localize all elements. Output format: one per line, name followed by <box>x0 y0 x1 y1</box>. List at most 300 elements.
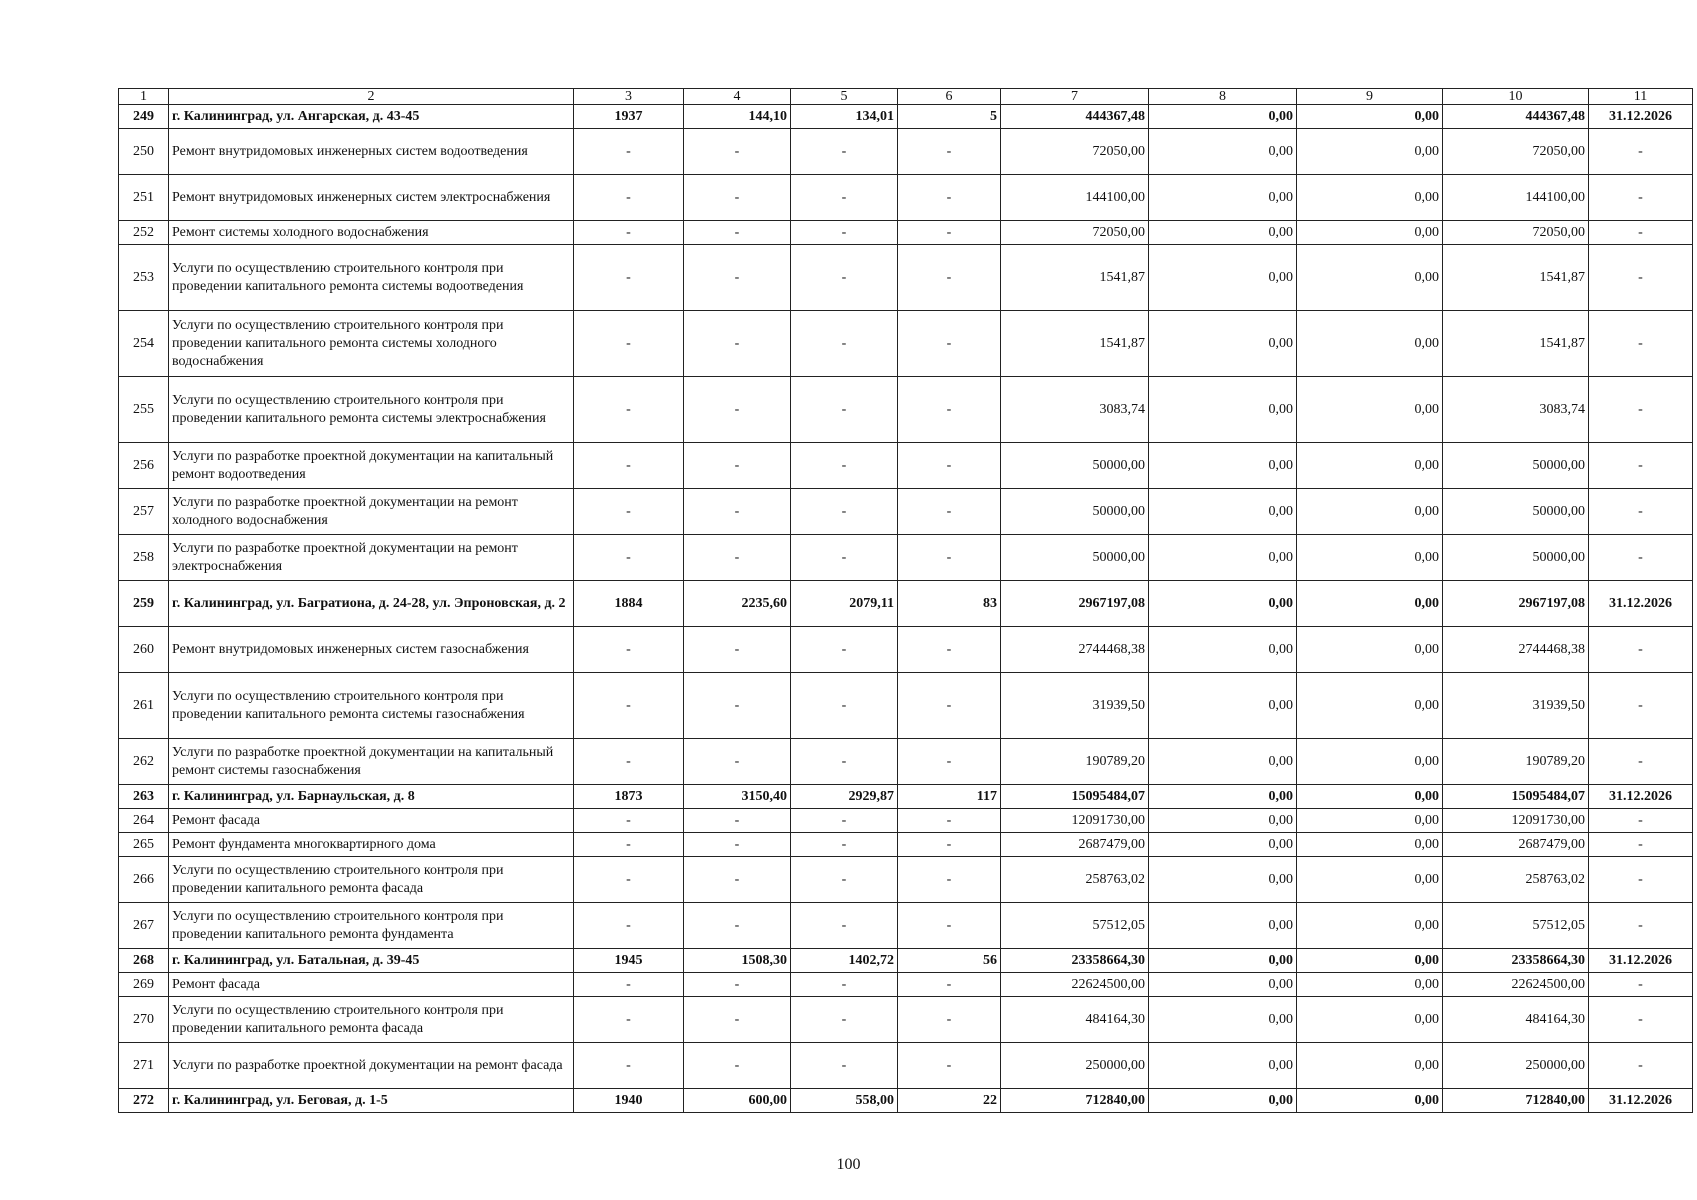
build-year-cell: 1937 <box>574 105 684 129</box>
total-area-cell: - <box>684 377 791 443</box>
owners-cost-cell: 484164,30 <box>1443 997 1589 1043</box>
deadline-cell: - <box>1589 627 1693 673</box>
fund-cost-cell: 0,00 <box>1149 809 1297 833</box>
work-row <box>119 221 1693 245</box>
row-name: Услуги по разработке проектной документации на капитальный ремонт водоотведения <box>169 443 574 489</box>
residents-cell: 56 <box>898 949 1001 973</box>
total-cost-cell: 712840,00 <box>1001 1089 1149 1113</box>
row-name: Ремонт системы холодного водоснабжения <box>169 221 574 245</box>
row-number: 260 <box>119 627 169 673</box>
work-row <box>119 739 1693 785</box>
row-name: г. Калининград, ул. Багратиона, д. 24-28, ул. Эпроновская, д. 2 <box>169 581 574 627</box>
budget-cost-cell: 0,00 <box>1297 673 1443 739</box>
total-area-cell: - <box>684 489 791 535</box>
total-cost-cell: 22624500,00 <box>1001 973 1149 997</box>
total-area-cell: 3150,40 <box>684 785 791 809</box>
total-area-cell: - <box>684 535 791 581</box>
row-number: 262 <box>119 739 169 785</box>
address-row <box>119 581 1693 627</box>
budget-cost-cell: 0,00 <box>1297 489 1443 535</box>
residents-cell: - <box>898 833 1001 857</box>
row-name: г. Калининград, ул. Ангарская, д. 43-45 <box>169 105 574 129</box>
deadline-cell: 31.12.2026 <box>1589 581 1693 627</box>
build-year-cell: - <box>574 175 684 221</box>
work-row <box>119 129 1693 175</box>
page-number: 100 <box>836 1156 861 1173</box>
row-number: 249 <box>119 105 169 129</box>
fund-cost-cell: 0,00 <box>1149 997 1297 1043</box>
work-row <box>119 997 1693 1043</box>
owners-cost-cell: 23358664,30 <box>1443 949 1589 973</box>
total-area-cell: 1508,30 <box>684 949 791 973</box>
budget-cost-cell: 0,00 <box>1297 535 1443 581</box>
residents-cell: - <box>898 489 1001 535</box>
total-cost-cell: 50000,00 <box>1001 535 1149 581</box>
work-row <box>119 311 1693 377</box>
residents-cell: 117 <box>898 785 1001 809</box>
row-number: 254 <box>119 311 169 377</box>
row-number: 250 <box>119 129 169 175</box>
work-row <box>119 1043 1693 1089</box>
living-area-cell: 558,00 <box>791 1089 898 1113</box>
living-area-cell: - <box>791 443 898 489</box>
column-header: 9 <box>1297 89 1443 105</box>
deadline-cell: 31.12.2026 <box>1589 785 1693 809</box>
row-number: 272 <box>119 1089 169 1113</box>
total-cost-cell: 444367,48 <box>1001 105 1149 129</box>
work-row <box>119 535 1693 581</box>
budget-cost-cell: 0,00 <box>1297 175 1443 221</box>
total-area-cell: - <box>684 739 791 785</box>
budget-cost-cell: 0,00 <box>1297 377 1443 443</box>
total-cost-cell: 250000,00 <box>1001 1043 1149 1089</box>
work-row <box>119 809 1693 833</box>
row-name: Услуги по разработке проектной документации на ремонт фасада <box>169 1043 574 1089</box>
row-number: 253 <box>119 245 169 311</box>
work-row <box>119 175 1693 221</box>
deadline-cell: - <box>1589 857 1693 903</box>
build-year-cell: - <box>574 1043 684 1089</box>
residents-cell: - <box>898 377 1001 443</box>
budget-cost-cell: 0,00 <box>1297 129 1443 175</box>
total-cost-cell: 15095484,07 <box>1001 785 1149 809</box>
row-number: 263 <box>119 785 169 809</box>
total-area-cell: - <box>684 311 791 377</box>
total-area-cell: - <box>684 627 791 673</box>
total-cost-cell: 190789,20 <box>1001 739 1149 785</box>
residents-cell: - <box>898 809 1001 833</box>
column-header: 5 <box>791 89 898 105</box>
living-area-cell: - <box>791 175 898 221</box>
budget-cost-cell: 0,00 <box>1297 785 1443 809</box>
build-year-cell: - <box>574 377 684 443</box>
row-name: Ремонт внутридомовых инженерных систем газоснабжения <box>169 627 574 673</box>
budget-cost-cell: 0,00 <box>1297 581 1443 627</box>
fund-cost-cell: 0,00 <box>1149 489 1297 535</box>
total-area-cell: - <box>684 245 791 311</box>
fund-cost-cell: 0,00 <box>1149 785 1297 809</box>
build-year-cell: - <box>574 673 684 739</box>
deadline-cell: 31.12.2026 <box>1589 1089 1693 1113</box>
row-name: г. Калининград, ул. Батальная, д. 39-45 <box>169 949 574 973</box>
work-row <box>119 443 1693 489</box>
living-area-cell: - <box>791 489 898 535</box>
living-area-cell: - <box>791 973 898 997</box>
residents-cell: - <box>898 221 1001 245</box>
budget-cost-cell: 0,00 <box>1297 311 1443 377</box>
build-year-cell: - <box>574 903 684 949</box>
living-area-cell: - <box>791 129 898 175</box>
column-header: 8 <box>1149 89 1297 105</box>
residents-cell: - <box>898 1043 1001 1089</box>
residents-cell: - <box>898 535 1001 581</box>
build-year-cell: - <box>574 311 684 377</box>
row-number: 256 <box>119 443 169 489</box>
deadline-cell: - <box>1589 489 1693 535</box>
address-row <box>119 105 1693 129</box>
owners-cost-cell: 444367,48 <box>1443 105 1589 129</box>
living-area-cell: 2079,11 <box>791 581 898 627</box>
row-name: г. Калининград, ул. Барнаульская, д. 8 <box>169 785 574 809</box>
column-header: 4 <box>684 89 791 105</box>
fund-cost-cell: 0,00 <box>1149 377 1297 443</box>
residents-cell: - <box>898 997 1001 1043</box>
row-name: Услуги по осуществлению строительного контроля при проведении капитального ремонта системы электроснабжения <box>169 377 574 443</box>
residents-cell: - <box>898 175 1001 221</box>
living-area-cell: 134,01 <box>791 105 898 129</box>
fund-cost-cell: 0,00 <box>1149 245 1297 311</box>
row-number: 255 <box>119 377 169 443</box>
residents-cell: - <box>898 245 1001 311</box>
fund-cost-cell: 0,00 <box>1149 903 1297 949</box>
row-name: Ремонт внутридомовых инженерных систем электроснабжения <box>169 175 574 221</box>
build-year-cell: 1945 <box>574 949 684 973</box>
owners-cost-cell: 2744468,38 <box>1443 627 1589 673</box>
total-cost-cell: 57512,05 <box>1001 903 1149 949</box>
budget-cost-cell: 0,00 <box>1297 105 1443 129</box>
deadline-cell: - <box>1589 443 1693 489</box>
fund-cost-cell: 0,00 <box>1149 857 1297 903</box>
total-area-cell: - <box>684 221 791 245</box>
deadline-cell: - <box>1589 973 1693 997</box>
row-number: 261 <box>119 673 169 739</box>
row-name: Ремонт внутридомовых инженерных систем водоотведения <box>169 129 574 175</box>
build-year-cell: 1884 <box>574 581 684 627</box>
total-area-cell: - <box>684 973 791 997</box>
total-cost-cell: 72050,00 <box>1001 129 1149 175</box>
row-name: Услуги по разработке проектной документации на капитальный ремонт системы газоснабжения <box>169 739 574 785</box>
budget-cost-cell: 0,00 <box>1297 1089 1443 1113</box>
budget-cost-cell: 0,00 <box>1297 833 1443 857</box>
living-area-cell: - <box>791 377 898 443</box>
deadline-cell: - <box>1589 1043 1693 1089</box>
owners-cost-cell: 144100,00 <box>1443 175 1589 221</box>
row-number: 270 <box>119 997 169 1043</box>
budget-cost-cell: 0,00 <box>1297 903 1443 949</box>
build-year-cell: - <box>574 129 684 175</box>
deadline-cell: 31.12.2026 <box>1589 949 1693 973</box>
row-number: 269 <box>119 973 169 997</box>
deadline-cell: 31.12.2026 <box>1589 105 1693 129</box>
budget-cost-cell: 0,00 <box>1297 443 1443 489</box>
build-year-cell: - <box>574 627 684 673</box>
column-header: 10 <box>1443 89 1589 105</box>
deadline-cell: - <box>1589 535 1693 581</box>
row-number: 271 <box>119 1043 169 1089</box>
total-area-cell: - <box>684 903 791 949</box>
total-area-cell: - <box>684 857 791 903</box>
total-area-cell: - <box>684 175 791 221</box>
owners-cost-cell: 50000,00 <box>1443 535 1589 581</box>
build-year-cell: - <box>574 221 684 245</box>
deadline-cell: - <box>1589 129 1693 175</box>
total-cost-cell: 2967197,08 <box>1001 581 1149 627</box>
deadline-cell: - <box>1589 673 1693 739</box>
column-header: 3 <box>574 89 684 105</box>
work-row <box>119 489 1693 535</box>
row-number: 266 <box>119 857 169 903</box>
total-cost-cell: 258763,02 <box>1001 857 1149 903</box>
row-name: Услуги по осуществлению строительного контроля при проведении капитального ремонта фундамента <box>169 903 574 949</box>
fund-cost-cell: 0,00 <box>1149 129 1297 175</box>
budget-cost-cell: 0,00 <box>1297 997 1443 1043</box>
living-area-cell: - <box>791 1043 898 1089</box>
build-year-cell: 1940 <box>574 1089 684 1113</box>
living-area-cell: - <box>791 903 898 949</box>
living-area-cell: - <box>791 857 898 903</box>
owners-cost-cell: 50000,00 <box>1443 489 1589 535</box>
residents-cell: - <box>898 311 1001 377</box>
living-area-cell: - <box>791 311 898 377</box>
budget-cost-cell: 0,00 <box>1297 1043 1443 1089</box>
owners-cost-cell: 712840,00 <box>1443 1089 1589 1113</box>
work-row <box>119 973 1693 997</box>
row-name: Услуги по осуществлению строительного контроля при проведении капитального ремонта системы водоотведения <box>169 245 574 311</box>
owners-cost-cell: 72050,00 <box>1443 221 1589 245</box>
work-row <box>119 857 1693 903</box>
fund-cost-cell: 0,00 <box>1149 673 1297 739</box>
total-cost-cell: 2744468,38 <box>1001 627 1149 673</box>
residents-cell: 5 <box>898 105 1001 129</box>
residents-cell: - <box>898 903 1001 949</box>
row-number: 251 <box>119 175 169 221</box>
build-year-cell: - <box>574 535 684 581</box>
total-area-cell: - <box>684 809 791 833</box>
residents-cell: - <box>898 973 1001 997</box>
total-area-cell: 600,00 <box>684 1089 791 1113</box>
build-year-cell: 1873 <box>574 785 684 809</box>
total-cost-cell: 2687479,00 <box>1001 833 1149 857</box>
work-row <box>119 245 1693 311</box>
total-area-cell: - <box>684 997 791 1043</box>
owners-cost-cell: 57512,05 <box>1443 903 1589 949</box>
owners-cost-cell: 50000,00 <box>1443 443 1589 489</box>
budget-cost-cell: 0,00 <box>1297 809 1443 833</box>
work-row <box>119 377 1693 443</box>
total-cost-cell: 484164,30 <box>1001 997 1149 1043</box>
owners-cost-cell: 15095484,07 <box>1443 785 1589 809</box>
budget-cost-cell: 0,00 <box>1297 221 1443 245</box>
deadline-cell: - <box>1589 833 1693 857</box>
row-number: 265 <box>119 833 169 857</box>
address-row <box>119 949 1693 973</box>
row-name: Услуги по разработке проектной документации на ремонт холодного водоснабжения <box>169 489 574 535</box>
repair-plan-table <box>118 88 1693 1113</box>
row-name: Ремонт фундамента многоквартирного дома <box>169 833 574 857</box>
total-cost-cell: 1541,87 <box>1001 311 1149 377</box>
total-cost-cell: 144100,00 <box>1001 175 1149 221</box>
owners-cost-cell: 2967197,08 <box>1443 581 1589 627</box>
build-year-cell: - <box>574 857 684 903</box>
budget-cost-cell: 0,00 <box>1297 973 1443 997</box>
deadline-cell: - <box>1589 377 1693 443</box>
deadline-cell: - <box>1589 739 1693 785</box>
column-header: 6 <box>898 89 1001 105</box>
address-row <box>119 1089 1693 1113</box>
living-area-cell: - <box>791 245 898 311</box>
total-area-cell: - <box>684 129 791 175</box>
total-area-cell: 144,10 <box>684 105 791 129</box>
deadline-cell: - <box>1589 997 1693 1043</box>
row-number: 264 <box>119 809 169 833</box>
living-area-cell: - <box>791 221 898 245</box>
fund-cost-cell: 0,00 <box>1149 627 1297 673</box>
deadline-cell: - <box>1589 175 1693 221</box>
owners-cost-cell: 2687479,00 <box>1443 833 1589 857</box>
total-area-cell: - <box>684 673 791 739</box>
fund-cost-cell: 0,00 <box>1149 1089 1297 1113</box>
residents-cell: - <box>898 443 1001 489</box>
row-name: Услуги по осуществлению строительного контроля при проведении капитального ремонта фасада <box>169 997 574 1043</box>
living-area-cell: - <box>791 739 898 785</box>
living-area-cell: - <box>791 809 898 833</box>
row-name: Услуги по осуществлению строительного контроля при проведении капитального ремонта фасада <box>169 857 574 903</box>
total-cost-cell: 50000,00 <box>1001 489 1149 535</box>
living-area-cell: 1402,72 <box>791 949 898 973</box>
living-area-cell: - <box>791 997 898 1043</box>
owners-cost-cell: 1541,87 <box>1443 311 1589 377</box>
row-number: 267 <box>119 903 169 949</box>
build-year-cell: - <box>574 809 684 833</box>
fund-cost-cell: 0,00 <box>1149 581 1297 627</box>
row-number: 258 <box>119 535 169 581</box>
deadline-cell: - <box>1589 221 1693 245</box>
column-header: 1 <box>119 89 169 105</box>
work-row <box>119 903 1693 949</box>
build-year-cell: - <box>574 973 684 997</box>
column-number-header-row <box>119 89 1693 105</box>
residents-cell: 22 <box>898 1089 1001 1113</box>
owners-cost-cell: 250000,00 <box>1443 1043 1589 1089</box>
row-name: Услуги по осуществлению строительного контроля при проведении капитального ремонта системы газоснабжения <box>169 673 574 739</box>
owners-cost-cell: 190789,20 <box>1443 739 1589 785</box>
total-area-cell: - <box>684 833 791 857</box>
row-name: Ремонт фасада <box>169 973 574 997</box>
build-year-cell: - <box>574 489 684 535</box>
owners-cost-cell: 22624500,00 <box>1443 973 1589 997</box>
total-cost-cell: 12091730,00 <box>1001 809 1149 833</box>
work-row <box>119 673 1693 739</box>
budget-cost-cell: 0,00 <box>1297 857 1443 903</box>
address-row <box>119 785 1693 809</box>
budget-cost-cell: 0,00 <box>1297 245 1443 311</box>
owners-cost-cell: 1541,87 <box>1443 245 1589 311</box>
owners-cost-cell: 258763,02 <box>1443 857 1589 903</box>
fund-cost-cell: 0,00 <box>1149 311 1297 377</box>
residents-cell: - <box>898 627 1001 673</box>
row-number: 257 <box>119 489 169 535</box>
deadline-cell: - <box>1589 245 1693 311</box>
owners-cost-cell: 12091730,00 <box>1443 809 1589 833</box>
fund-cost-cell: 0,00 <box>1149 175 1297 221</box>
total-area-cell: 2235,60 <box>684 581 791 627</box>
residents-cell: - <box>898 857 1001 903</box>
total-cost-cell: 23358664,30 <box>1001 949 1149 973</box>
residents-cell: 83 <box>898 581 1001 627</box>
total-area-cell: - <box>684 443 791 489</box>
row-name: Ремонт фасада <box>169 809 574 833</box>
deadline-cell: - <box>1589 311 1693 377</box>
work-row <box>119 833 1693 857</box>
build-year-cell: - <box>574 739 684 785</box>
fund-cost-cell: 0,00 <box>1149 535 1297 581</box>
fund-cost-cell: 0,00 <box>1149 739 1297 785</box>
living-area-cell: - <box>791 535 898 581</box>
total-cost-cell: 3083,74 <box>1001 377 1149 443</box>
column-header: 11 <box>1589 89 1693 105</box>
row-name: г. Калининград, ул. Беговая, д. 1-5 <box>169 1089 574 1113</box>
build-year-cell: - <box>574 997 684 1043</box>
owners-cost-cell: 72050,00 <box>1443 129 1589 175</box>
build-year-cell: - <box>574 245 684 311</box>
residents-cell: - <box>898 129 1001 175</box>
residents-cell: - <box>898 673 1001 739</box>
budget-cost-cell: 0,00 <box>1297 949 1443 973</box>
budget-cost-cell: 0,00 <box>1297 739 1443 785</box>
living-area-cell: - <box>791 627 898 673</box>
column-header: 7 <box>1001 89 1149 105</box>
fund-cost-cell: 0,00 <box>1149 1043 1297 1089</box>
owners-cost-cell: 31939,50 <box>1443 673 1589 739</box>
column-header: 2 <box>169 89 574 105</box>
row-number: 268 <box>119 949 169 973</box>
row-name: Услуги по осуществлению строительного контроля при проведении капитального ремонта системы холодного водоснабжения <box>169 311 574 377</box>
build-year-cell: - <box>574 833 684 857</box>
deadline-cell: - <box>1589 903 1693 949</box>
living-area-cell: - <box>791 673 898 739</box>
residents-cell: - <box>898 739 1001 785</box>
budget-cost-cell: 0,00 <box>1297 627 1443 673</box>
fund-cost-cell: 0,00 <box>1149 221 1297 245</box>
total-cost-cell: 72050,00 <box>1001 221 1149 245</box>
build-year-cell: - <box>574 443 684 489</box>
deadline-cell: - <box>1589 809 1693 833</box>
work-row <box>119 627 1693 673</box>
total-area-cell: - <box>684 1043 791 1089</box>
total-cost-cell: 50000,00 <box>1001 443 1149 489</box>
living-area-cell: 2929,87 <box>791 785 898 809</box>
fund-cost-cell: 0,00 <box>1149 949 1297 973</box>
fund-cost-cell: 0,00 <box>1149 833 1297 857</box>
living-area-cell: - <box>791 833 898 857</box>
fund-cost-cell: 0,00 <box>1149 105 1297 129</box>
total-cost-cell: 31939,50 <box>1001 673 1149 739</box>
owners-cost-cell: 3083,74 <box>1443 377 1589 443</box>
total-cost-cell: 1541,87 <box>1001 245 1149 311</box>
fund-cost-cell: 0,00 <box>1149 443 1297 489</box>
row-number: 259 <box>119 581 169 627</box>
row-number: 252 <box>119 221 169 245</box>
